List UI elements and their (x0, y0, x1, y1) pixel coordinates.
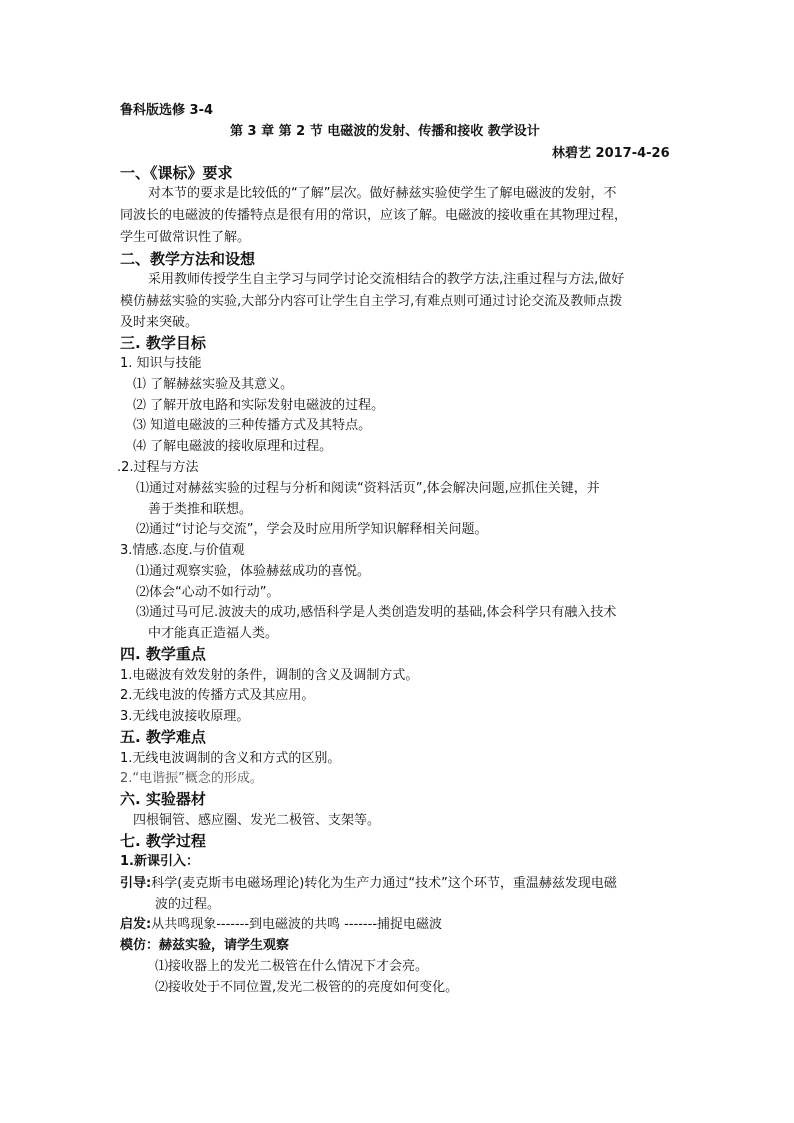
observation-item: ⑵接收处于不同位置,发光二极管的的亮度如何变化。 (155, 980, 459, 995)
goal-item: 善于类推和联想。 (148, 502, 253, 517)
goal-item: ⑵体会“心动不如行动”。 (136, 585, 280, 600)
inspire-line (120, 917, 442, 933)
paragraph-line: 同波长的电磁波的传播特点是很有用的常识，应该了解。电磁波的接收重在其物理过程， (120, 208, 628, 223)
author-date: 林碧艺 2017-4-26 (552, 146, 670, 161)
section-heading-goals: 三. 教学目标 (120, 334, 206, 352)
goal-item: ⑴通过观察实验，体验赫兹成功的喜悦。 (136, 564, 371, 579)
section-heading-difficulties: 五. 教学难点 (120, 728, 206, 746)
goal-item: ⑶通过马可尼.波波夫的成功,感悟科学是人类创造发明的基础,体会科学只有融入技术 (136, 605, 617, 620)
section-heading-equipment: 六. 实验器材 (120, 790, 206, 808)
equipment-list: 四根铜管、感应圈、发光二极管、支架等。 (133, 813, 381, 828)
goal-item: ⑴ 了解赫兹实验及其意义。 (133, 377, 294, 392)
list-item: 1.电磁波有效发射的条件，调制的含义及调制方式。 (120, 668, 419, 683)
list-item: 3.无线电波接收原理。 (120, 709, 250, 724)
subsection-title: 1.新课引入： (120, 854, 199, 869)
paragraph-line: 采用教师传授学生自主学习与同学讨论交流相结合的教学方法,注重过程与方法,做好 (148, 272, 625, 287)
guide-line-cont: 波的过程。 (155, 897, 221, 912)
goal-group-title: 1. 知识与技能 (120, 356, 202, 371)
edition-label: 鲁科版选修 3-4 (120, 103, 214, 118)
goal-item: ⑴通过对赫兹实验的过程与分析和阅读“资料活页”,体会解决问题,应抓住关键，并 (136, 481, 600, 496)
section-heading-standards: 一、《课标》要求 (120, 164, 233, 182)
goal-group-title: 3.情感.态度.与价值观 (120, 543, 245, 558)
document-title: 第 3 章 第 2 节 电磁波的发射、传播和接收 教学设计 (230, 124, 540, 139)
imitate-line (120, 938, 289, 954)
section-heading-process: 七. 教学过程 (120, 832, 206, 850)
section-heading-methods: 二、教学方法和设想 (120, 250, 256, 268)
guide-label: 引导: (120, 876, 152, 891)
paragraph-line: 及时来突破。 (120, 315, 199, 330)
goal-item: ⑵通过“讨论与交流”，学会及时应用所学知识解释相关问题。 (136, 522, 488, 537)
list-item: 2.“电谐振”概念的形成。 (120, 771, 263, 786)
goal-item: 中才能真正造福人类。 (148, 626, 279, 641)
goal-group-title: .2.过程与方法 (117, 460, 199, 475)
inspire-text: 从共鸣现象-------到电磁波的共鸣 -------捕捉电磁波 (151, 917, 443, 932)
imitate-label: 模仿： (120, 938, 160, 953)
inspire-label: 启发: (120, 917, 152, 932)
guide-text: 科学(麦克斯韦电磁场理论)转化为生产力通过“技术”这个环节，重温赫兹发现电磁 (151, 876, 617, 891)
imitate-text: 赫兹实验，请学生观察 (159, 938, 290, 953)
paragraph-line: 模仿赫兹实验的实验,大部分内容可让学生自主学习,有难点则可通过讨论交流及教师点拨 (120, 294, 623, 309)
list-item: 2.无线电波的传播方式及其应用。 (120, 688, 315, 703)
paragraph-line: 学生可做常识性了解。 (120, 230, 251, 245)
goal-item: ⑷ 了解电磁波的接收原理和过程。 (133, 439, 333, 454)
goal-item: ⑶ 知道电磁波的三种传播方式及其特点。 (133, 418, 372, 433)
paragraph-line: 对本节的要求是比较低的“了解”层次。做好赫兹实验使学生了解电磁波的发射，不 (148, 186, 617, 201)
guide-line (120, 876, 617, 892)
observation-item: ⑴接收器上的发光二极管在什么情况下才会亮。 (155, 959, 429, 974)
section-heading-key-points: 四. 教学重点 (120, 645, 206, 663)
goal-item: ⑵ 了解开放电路和实际发射电磁波的过程。 (133, 398, 385, 413)
list-item: 1.无线电波调制的含义和方式的区别。 (120, 751, 341, 766)
